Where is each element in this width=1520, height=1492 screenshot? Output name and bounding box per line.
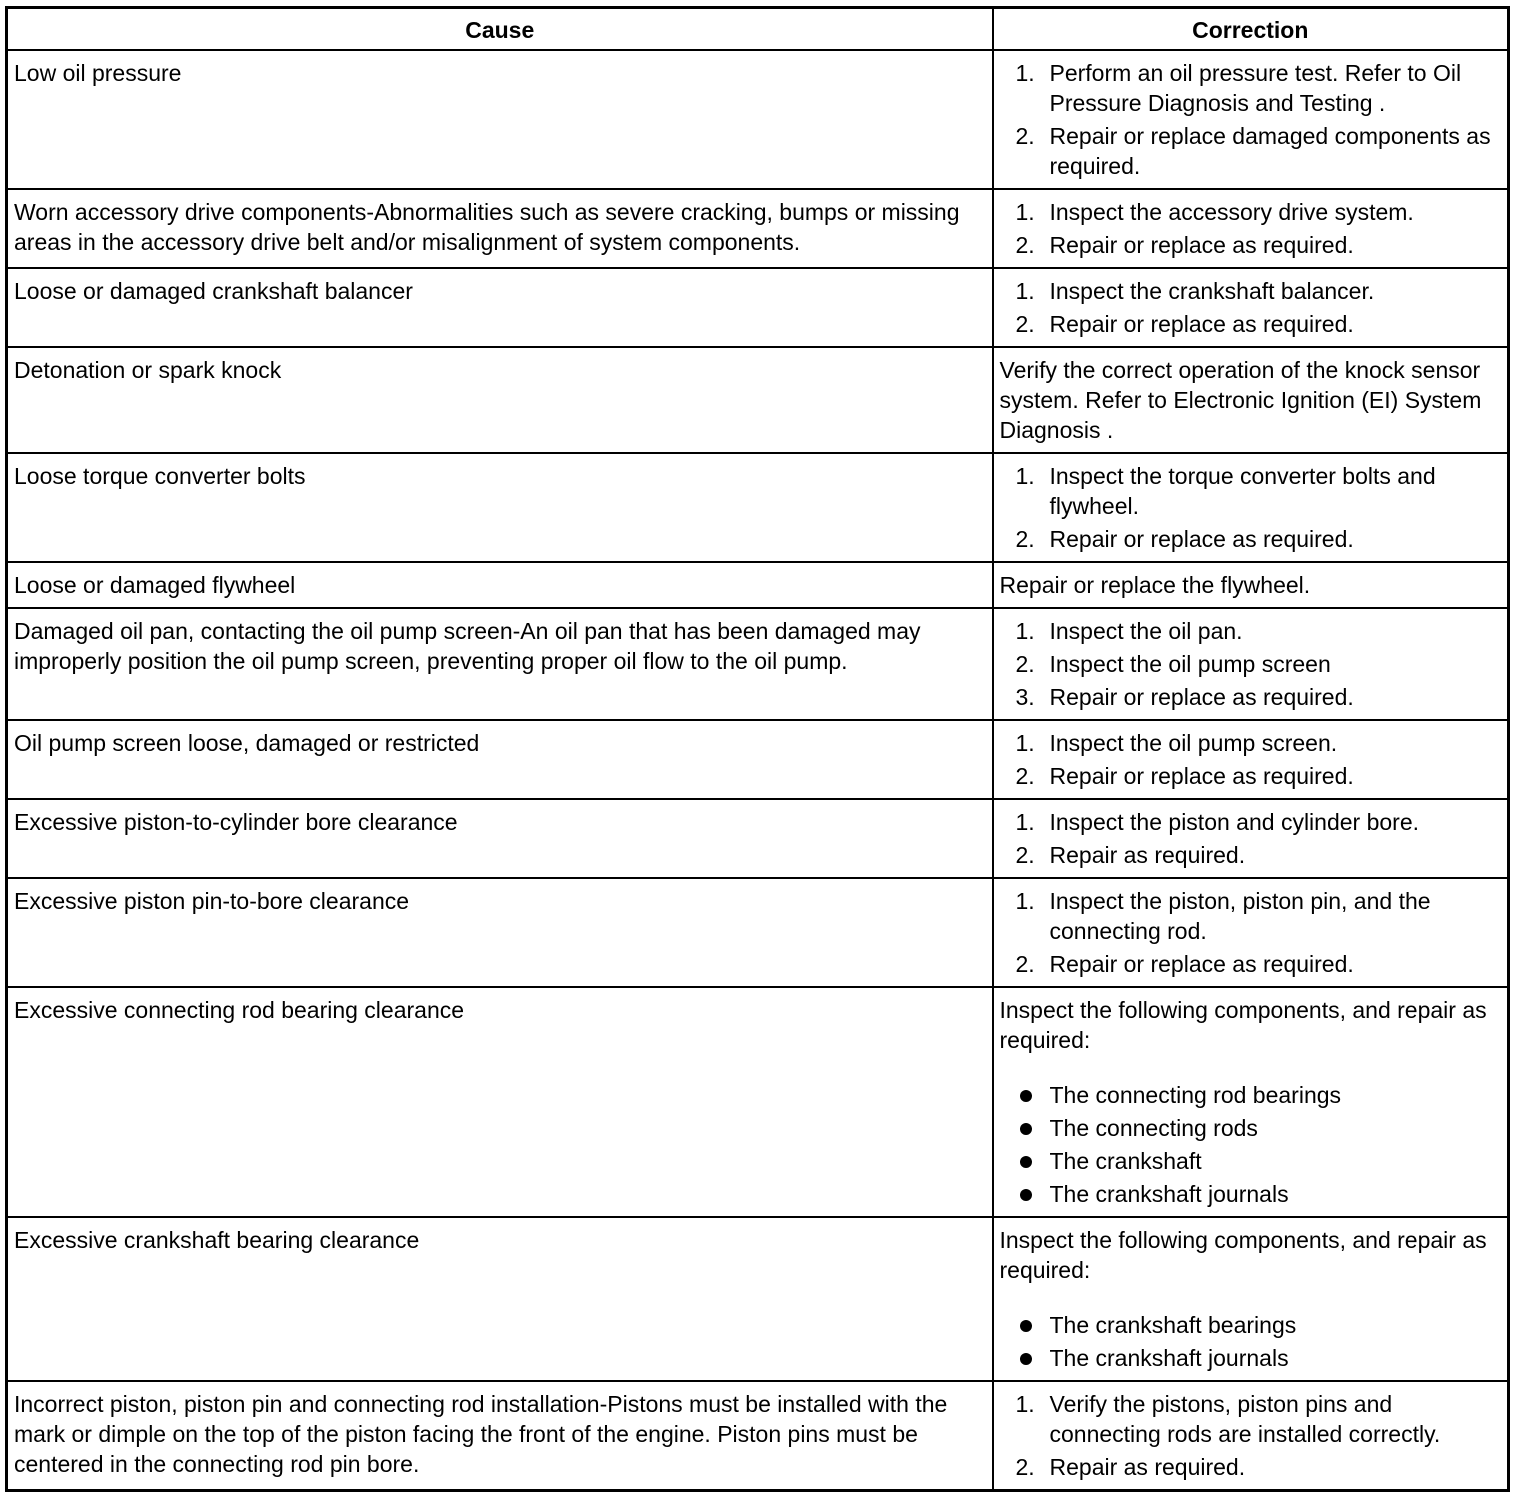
- step-number: 2.: [1015, 123, 1035, 149]
- table-row: [7, 608, 1509, 720]
- correction-text: Inspect the following components, and repair as required:: [999, 1227, 1487, 1283]
- step-number: 1.: [1015, 278, 1035, 304]
- bullet-item: [1000, 1080, 1502, 1110]
- correction-cell: [993, 608, 1509, 720]
- step-text: Repair as required.: [1049, 1454, 1246, 1480]
- table-row: [7, 189, 1509, 268]
- correction-cell: [993, 50, 1509, 189]
- step-number: 2.: [1015, 763, 1035, 789]
- step-number: 1.: [1015, 1391, 1035, 1417]
- step-text: Repair or replace as required.: [1049, 311, 1354, 337]
- correction-text: Verify the correct operation of the knock sensor system. Refer to Electronic Ignition (EI) System Diagnosis .: [999, 357, 1482, 443]
- correction-cell: [993, 799, 1509, 878]
- table-row: [7, 347, 1509, 453]
- correction-step: [1000, 1389, 1502, 1449]
- correction-text: Repair or replace the flywheel.: [999, 572, 1311, 598]
- cause-cell: Excessive piston pin-to-bore clearance: [7, 878, 993, 987]
- step-number: 1.: [1015, 60, 1035, 86]
- step-text: Repair or replace as required.: [1049, 684, 1354, 710]
- step-text: Perform an oil pressure test. Refer to Oil Pressure Diagnosis and Testing .: [1049, 60, 1462, 116]
- step-text: Repair or replace as required.: [1049, 763, 1354, 789]
- correction-step: [1000, 1452, 1502, 1482]
- correction-step: [1000, 276, 1502, 306]
- correction-step: [1000, 840, 1502, 870]
- correction-cell: [993, 562, 1509, 608]
- bullet-text: The connecting rods: [1049, 1115, 1258, 1141]
- table-header-row: [7, 8, 1509, 51]
- table-row: [7, 878, 1509, 987]
- correction-step: [1000, 524, 1502, 554]
- bullet-item: [1000, 1146, 1502, 1176]
- table-row: [7, 799, 1509, 878]
- cause-cell: Incorrect piston, piston pin and connecting rod installation-Pistons must be installed with the mark or dimple on the top of the piston facing the front of the engine. Piston pins must be centered in the connecting rod pin bore.: [7, 1381, 993, 1491]
- correction-steps: [1000, 276, 1502, 339]
- step-number: 1.: [1015, 809, 1035, 835]
- step-number: 2.: [1015, 526, 1035, 552]
- table-row: [7, 987, 1509, 1217]
- bullet-dot-icon: [1020, 1353, 1032, 1365]
- bullet-dot-icon: [1020, 1189, 1032, 1201]
- header-cause: Cause: [7, 8, 993, 51]
- step-number: 1.: [1015, 199, 1035, 225]
- correction-bullets: [1000, 1080, 1502, 1209]
- table-row: [7, 562, 1509, 608]
- bullet-text: The crankshaft journals: [1049, 1181, 1289, 1207]
- correction-step: [1000, 230, 1502, 260]
- correction-cell: [993, 878, 1509, 987]
- bullet-item: [1000, 1310, 1502, 1340]
- correction-cell: [993, 720, 1509, 799]
- step-text: Inspect the oil pump screen.: [1049, 730, 1338, 756]
- step-text: Inspect the accessory drive system.: [1049, 199, 1414, 225]
- step-text: Inspect the oil pump screen: [1049, 651, 1331, 677]
- correction-step: [1000, 807, 1502, 837]
- correction-cell: [993, 189, 1509, 268]
- cause-cell: Low oil pressure: [7, 50, 993, 189]
- step-number: 2.: [1015, 651, 1035, 677]
- diagnostic-table-container: [5, 6, 1507, 1492]
- correction-step: [1000, 309, 1502, 339]
- cause-cell: Loose or damaged flywheel: [7, 562, 993, 608]
- step-text: Inspect the piston and cylinder bore.: [1049, 809, 1420, 835]
- cause-cell: Loose or damaged crankshaft balancer: [7, 268, 993, 347]
- step-text: Repair or replace as required.: [1049, 232, 1354, 258]
- bullet-text: The crankshaft: [1049, 1148, 1202, 1174]
- step-text: Repair or replace as required.: [1049, 526, 1354, 552]
- correction-steps: [1000, 58, 1502, 181]
- step-text: Inspect the crankshaft balancer.: [1049, 278, 1375, 304]
- step-text: Inspect the piston, piston pin, and the connecting rod.: [1049, 888, 1431, 944]
- bullet-text: The crankshaft bearings: [1049, 1312, 1297, 1338]
- correction-step: [1000, 649, 1502, 679]
- cause-cell: Excessive crankshaft bearing clearance: [7, 1217, 993, 1381]
- correction-steps: [1000, 461, 1502, 554]
- header-correction: Correction: [993, 8, 1509, 51]
- table-body: [7, 50, 1509, 1491]
- correction-steps: [1000, 807, 1502, 870]
- step-number: 2.: [1015, 951, 1035, 977]
- bullet-item: [1000, 1343, 1502, 1373]
- correction-bullets: [1000, 1310, 1502, 1373]
- step-number: 1.: [1015, 888, 1035, 914]
- table-row: [7, 1217, 1509, 1381]
- correction-step: [1000, 58, 1502, 118]
- bullet-dot-icon: [1020, 1156, 1032, 1168]
- bullet-text: The connecting rod bearings: [1049, 1082, 1342, 1108]
- correction-step: [1000, 886, 1502, 946]
- cause-cell: Excessive connecting rod bearing clearance: [7, 987, 993, 1217]
- correction-step: [1000, 682, 1502, 712]
- correction-step: [1000, 616, 1502, 646]
- correction-text: Inspect the following components, and repair as required:: [999, 997, 1487, 1053]
- correction-steps: [1000, 728, 1502, 791]
- cause-cell: Loose torque converter bolts: [7, 453, 993, 562]
- step-text: Verify the pistons, piston pins and connecting rods are installed correctly.: [1049, 1391, 1441, 1447]
- correction-steps: [1000, 886, 1502, 979]
- step-number: 2.: [1015, 1454, 1035, 1480]
- cause-cell: Excessive piston-to-cylinder bore clearance: [7, 799, 993, 878]
- cause-cell: Worn accessory drive components-Abnormalities such as severe cracking, bumps or missing areas in the accessory drive belt and/or misalignment of system components.: [7, 189, 993, 268]
- correction-steps: [1000, 197, 1502, 260]
- correction-step: [1000, 728, 1502, 758]
- cause-cell: Oil pump screen loose, damaged or restricted: [7, 720, 993, 799]
- table-row: [7, 453, 1509, 562]
- correction-cell: [993, 987, 1509, 1217]
- step-number: 1.: [1015, 618, 1035, 644]
- bullet-item: [1000, 1113, 1502, 1143]
- step-number: 2.: [1015, 842, 1035, 868]
- correction-step: [1000, 121, 1502, 181]
- step-text: Inspect the oil pan.: [1049, 618, 1243, 644]
- correction-cell: [993, 1217, 1509, 1381]
- correction-cell: [993, 347, 1509, 453]
- bullet-text: The crankshaft journals: [1049, 1345, 1289, 1371]
- cause-cell: Damaged oil pan, contacting the oil pump screen-An oil pan that has been damaged may improperly position the oil pump screen, preventing proper oil flow to the oil pump.: [7, 608, 993, 720]
- correction-cell: [993, 268, 1509, 347]
- correction-step: [1000, 949, 1502, 979]
- correction-cell: [993, 453, 1509, 562]
- bullet-item: [1000, 1179, 1502, 1209]
- correction-step: [1000, 761, 1502, 791]
- table-row: [7, 1381, 1509, 1491]
- step-text: Repair or replace as required.: [1049, 951, 1354, 977]
- correction-step: [1000, 197, 1502, 227]
- bullet-dot-icon: [1020, 1123, 1032, 1135]
- table-row: [7, 268, 1509, 347]
- step-number: 1.: [1015, 463, 1035, 489]
- correction-steps: [1000, 616, 1502, 712]
- bullet-dot-icon: [1020, 1090, 1032, 1102]
- step-number: 2.: [1015, 232, 1035, 258]
- bullet-dot-icon: [1020, 1320, 1032, 1332]
- step-text: Inspect the torque converter bolts and flywheel.: [1049, 463, 1436, 519]
- diagnostic-table: [5, 6, 1510, 1492]
- step-number: 3.: [1015, 684, 1035, 710]
- correction-step: [1000, 461, 1502, 521]
- step-text: Repair as required.: [1049, 842, 1246, 868]
- table-row: [7, 720, 1509, 799]
- correction-steps: [1000, 1389, 1502, 1482]
- step-number: 1.: [1015, 730, 1035, 756]
- step-number: 2.: [1015, 311, 1035, 337]
- table-row: [7, 50, 1509, 189]
- step-text: Repair or replace damaged components as required.: [1049, 123, 1491, 179]
- cause-cell: Detonation or spark knock: [7, 347, 993, 453]
- correction-cell: [993, 1381, 1509, 1491]
